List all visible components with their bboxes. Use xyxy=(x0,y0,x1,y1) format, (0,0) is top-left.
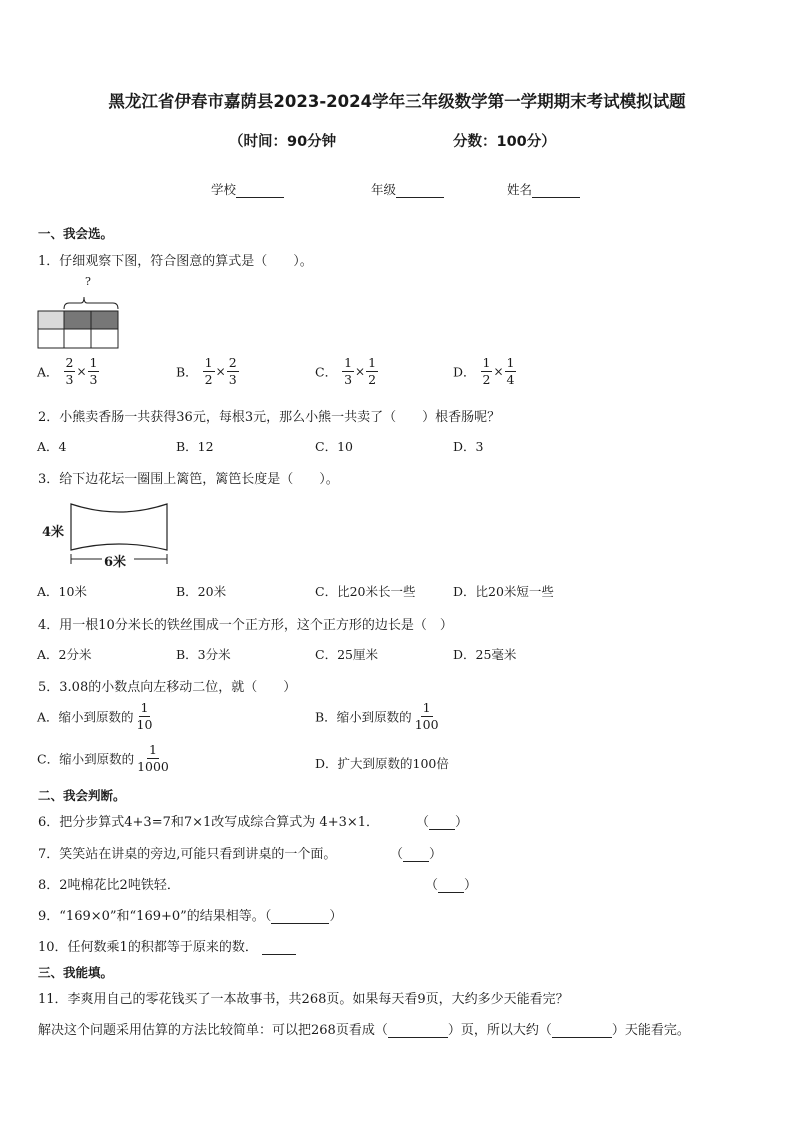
q1-option-a[interactable]: A． $\frac{2}{3}$ × $\frac{1}{3}$ xyxy=(37,355,98,387)
q4-option-d[interactable]: D．25毫米 xyxy=(453,647,517,662)
exam-time: （时间：90分钟 xyxy=(229,134,337,150)
q7-text: 7．笑笑站在讲桌的旁边,可能只看到讲桌的一个面。 xyxy=(38,847,337,862)
q2-option-a[interactable]: A．4 xyxy=(37,439,67,454)
q4-option-b[interactable]: B．3分米 xyxy=(176,647,231,662)
section-1-heading: 一、我会选。 xyxy=(38,226,114,241)
q11-blank-pages[interactable] xyxy=(388,1025,448,1038)
school-blank[interactable] xyxy=(236,184,284,198)
q2-option-c[interactable]: C．10 xyxy=(315,439,353,454)
school-label: 学校 xyxy=(211,182,237,197)
grid-cell xyxy=(38,329,64,348)
grid-cell xyxy=(91,311,118,329)
q10-text: 10．任何数乘1的积都等于原来的数． xyxy=(38,936,296,955)
fraction: $\frac{1}{2}$ xyxy=(482,355,491,387)
exam-title: 黑龙江省伊春市嘉荫县2023-2024学年三年级数学第一学期期末考试模拟试题 xyxy=(108,92,686,111)
q6-answer-blank[interactable]: （ ） xyxy=(416,815,469,830)
name-field[interactable] xyxy=(507,180,580,198)
fraction: $\frac{1}{10}$ xyxy=(136,700,153,732)
fraction: $\frac{1}{2}$ xyxy=(204,355,213,387)
fraction: $\frac{2}{3}$ xyxy=(228,355,237,387)
fraction: $\frac{1}{3}$ xyxy=(344,355,353,387)
fraction: $\frac{2}{3}$ xyxy=(65,355,74,387)
q4-text: 4．用一根10分米长的铁丝围成一个正方形，这个正方形的边长是（ ） xyxy=(38,618,453,633)
q8-text: 8．2吨棉花比2吨铁轻． xyxy=(38,878,180,893)
grade-label: 年级 xyxy=(371,182,397,197)
q9-text: 9．“169×0”和“169+0”的结果相等。（ ） xyxy=(38,909,343,924)
q5-text: 5．3.08的小数点向左移动二位，就（ ） xyxy=(38,680,297,695)
q11-blank-days[interactable] xyxy=(552,1025,612,1038)
q11-text: 11．李爽用自己的零花钱买了一本故事书，共268页。如果每天看9页，大约多少天能看完？ xyxy=(38,992,569,1007)
q2-option-d[interactable]: D．3 xyxy=(453,439,484,454)
q1-option-b[interactable]: B． $\frac{1}{2}$ × $\frac{2}{3}$ xyxy=(176,355,237,387)
q5-option-b[interactable]: B．缩小到原数的 $\frac{1}{100}$ xyxy=(315,700,439,732)
q3-option-d[interactable]: D．比20米短一些 xyxy=(453,584,554,599)
q1-question-mark: ? xyxy=(85,275,91,288)
q1-option-c[interactable]: C． $\frac{1}{3}$ × $\frac{1}{2}$ xyxy=(315,355,377,387)
q6-text: 6．把分步算式4+3=7和7×1改写成综合算式为 4+3×1． xyxy=(38,815,380,830)
q5-option-d[interactable]: D．扩大到原数的100倍 xyxy=(315,756,449,771)
grid-cell xyxy=(91,329,118,348)
brace-icon xyxy=(64,297,118,309)
q3-width-label: 4米 xyxy=(42,525,65,540)
q3-option-b[interactable]: B．20米 xyxy=(176,584,227,599)
q5-option-c[interactable]: C．缩小到原数的 $\frac{1}{1000}$ xyxy=(37,742,169,774)
q3-option-a[interactable]: A．10米 xyxy=(37,584,87,599)
q1-figure xyxy=(37,276,121,350)
name-blank[interactable] xyxy=(532,184,580,198)
fraction: $\frac{1}{1000}$ xyxy=(137,742,169,774)
flowerbed-shape xyxy=(71,504,167,550)
q1-text: 1．仔细观察下图，符合图意的算式是（ ）。 xyxy=(38,254,313,269)
fraction: $\frac{1}{2}$ xyxy=(368,355,377,387)
q1-option-d[interactable]: D． $\frac{1}{2}$ × $\frac{1}{4}$ xyxy=(453,355,515,387)
school-field[interactable] xyxy=(211,180,284,198)
name-label: 姓名 xyxy=(507,182,533,197)
grid-cell xyxy=(38,311,64,329)
q3-length-label: 6米 xyxy=(104,555,127,570)
fraction: $\frac{1}{100}$ xyxy=(414,700,439,732)
q8-answer-blank[interactable]: （ ） xyxy=(425,878,478,893)
q10-answer-blank[interactable] xyxy=(262,942,296,955)
section-3-heading: 三、我能填。 xyxy=(38,965,114,980)
q5-option-a[interactable]: A．缩小到原数的 $\frac{1}{10}$ xyxy=(37,700,153,732)
q7-answer-blank[interactable]: （ ） xyxy=(390,847,443,862)
q11-fill-line: 解决这个问题采用估算的方法比较简单：可以把268页看成（ ）页，所以大约（ ）天能看完。 xyxy=(38,1023,690,1038)
section-2-heading: 二、我会判断。 xyxy=(38,788,126,803)
q2-option-b[interactable]: B．12 xyxy=(176,439,214,454)
grid-cell xyxy=(64,311,91,329)
q4-option-c[interactable]: C．25厘米 xyxy=(315,647,378,662)
q2-text: 2．小熊卖香肠一共获得36元，每根3元，那么小熊一共卖了（ ）根香肠呢？ xyxy=(38,410,501,425)
q9-answer-blank[interactable]: （ ） xyxy=(264,909,343,924)
grade-field[interactable] xyxy=(371,180,444,198)
fraction: $\frac{1}{4}$ xyxy=(506,355,515,387)
q3-option-c[interactable]: C．比20米长一些 xyxy=(315,584,416,599)
grid-cell xyxy=(64,329,91,348)
grade-blank[interactable] xyxy=(396,184,444,198)
exam-score: 分数：100分） xyxy=(453,134,556,150)
fraction: $\frac{1}{3}$ xyxy=(89,355,98,387)
q3-text: 3．给下边花坛一圈围上篱笆，篱笆长度是（ ）。 xyxy=(38,472,339,487)
q4-option-a[interactable]: A．2分米 xyxy=(37,647,92,662)
